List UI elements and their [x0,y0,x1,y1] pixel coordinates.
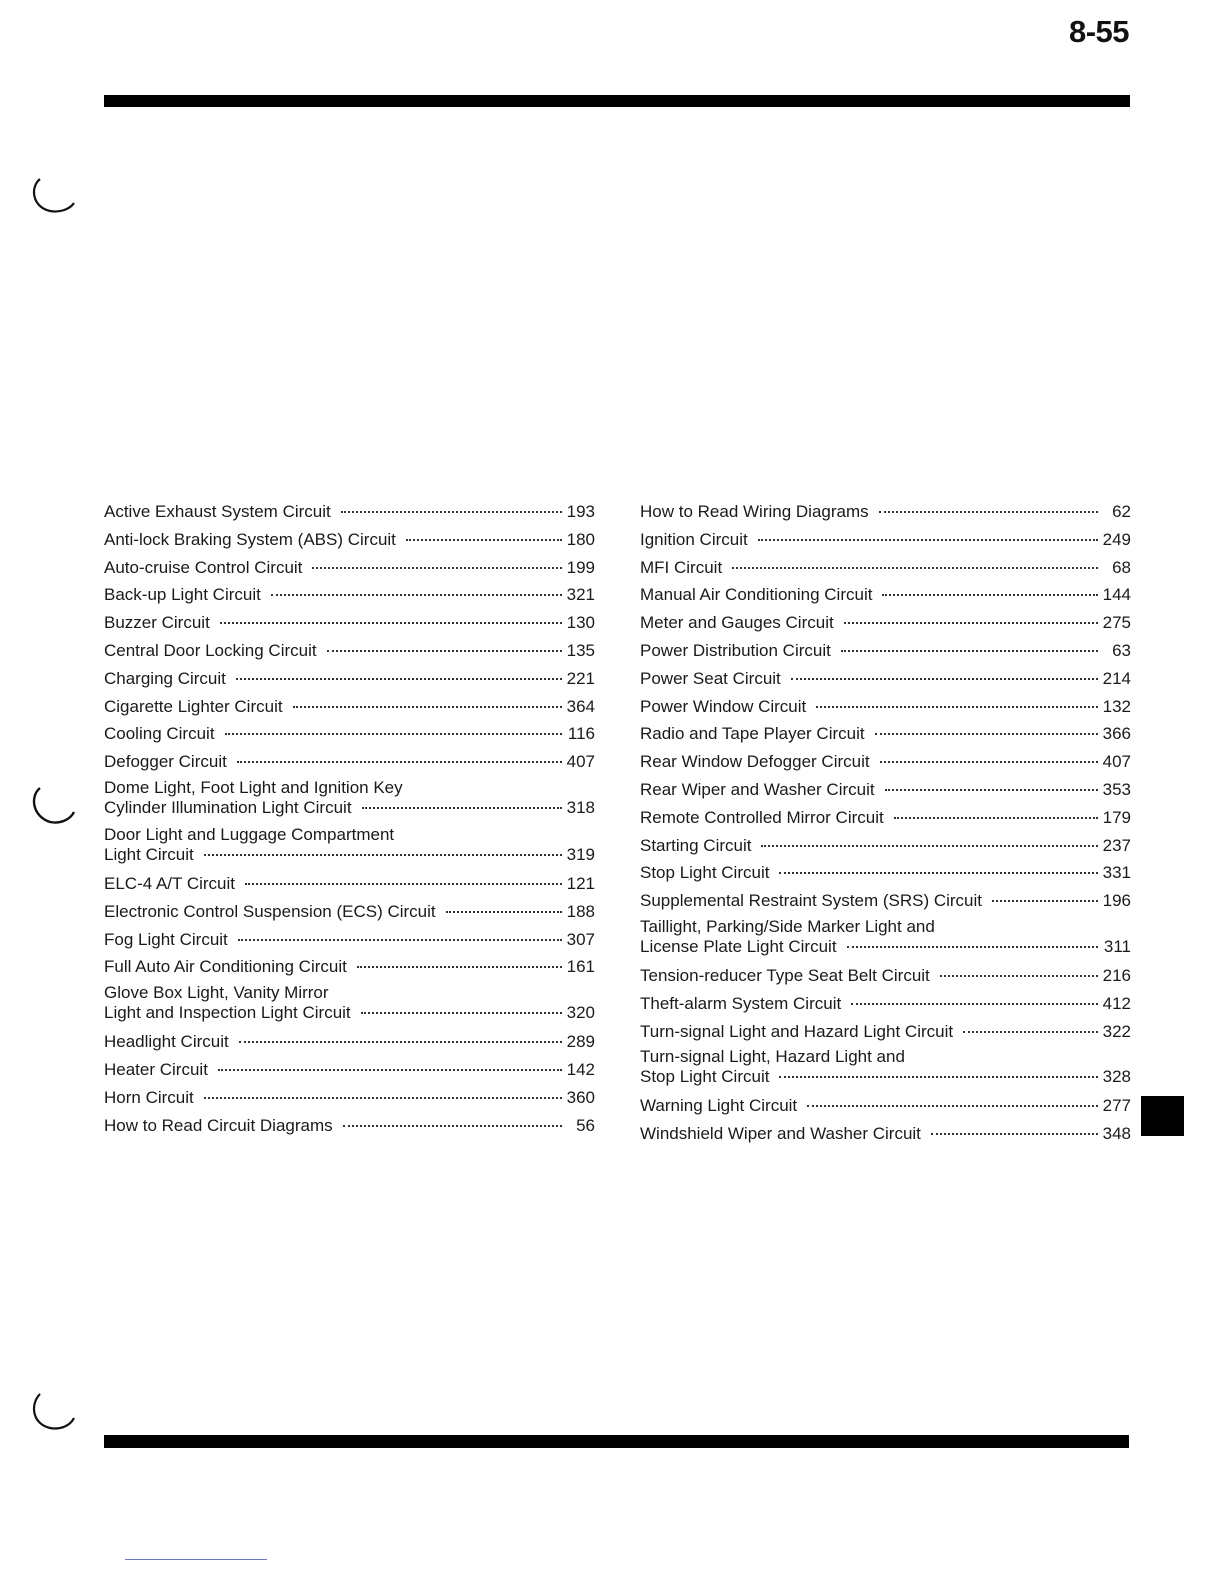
index-entry-title: Cylinder Illumination Light Circuit [104,797,352,817]
index-entry [104,639,595,667]
top-rule [104,95,1130,107]
index-entry [640,861,1131,889]
dot-leader [406,539,562,541]
index-entry [640,667,1131,695]
index-entry-title: How to Read Circuit Diagrams [104,1115,333,1135]
index-entry-page: 321 [566,585,595,605]
index-entry [640,1094,1131,1122]
index-entry-title: Heater Circuit [104,1059,208,1079]
page-number: 8-55 [1068,14,1129,49]
index-entry [104,872,595,900]
dot-leader [204,1097,562,1099]
index-entry-title: Warning Light Circuit [640,1096,798,1116]
index-entry-page: 275 [1102,613,1131,633]
index-entry-title: Charging Circuit [104,668,226,688]
index-entry-title: Radio and Tape Player Circuit [640,724,865,744]
index-entry [104,825,595,872]
index-entry [104,583,595,611]
index-entry-page: 311 [1103,936,1131,956]
index-entry-page: 121 [566,873,595,893]
index-entry-page: 412 [1102,993,1131,1013]
index-column-right [640,500,1131,1150]
index-entry [104,1114,595,1142]
index-entry-page: 62 [1112,502,1131,521]
index-entry-page: 188 [566,901,595,921]
index-entry [640,556,1131,584]
index-entry [640,611,1131,639]
dot-leader [446,911,562,913]
index-entry-title: Defogger Circuit [104,752,227,772]
dot-leader [761,845,1097,847]
index-entry-page: 320 [566,1003,595,1023]
index-entry-page: 407 [1102,752,1131,772]
index-entry-page: 63 [1112,640,1131,660]
index-entry [104,528,595,556]
index-entry [104,983,595,1030]
dot-leader [220,622,562,624]
index-entry [640,806,1131,834]
index-entry [640,964,1131,992]
index-entry-title: Cigarette Lighter Circuit [104,696,283,716]
index-entry-page: 144 [1102,585,1131,605]
index-entry-title: Theft-alarm System Circuit [640,993,842,1013]
index-entry-page: 277 [1102,1096,1131,1116]
index-entry [640,639,1131,667]
index-entry-title: Back-up Light Circuit [104,585,261,605]
dot-leader [245,883,562,885]
index-entry-title: Meter and Gauges Circuit [640,613,834,633]
binder-hole-mark-middle [30,784,76,824]
dot-leader [239,1041,562,1043]
index-entry-page: 328 [1102,1067,1131,1087]
index-entry-title: Power Window Circuit [640,696,807,716]
index-entry [104,500,595,528]
index-entry [640,500,1131,528]
index-entry-page: 56 [576,1115,595,1135]
dot-leader [807,1105,1097,1107]
index-entry-page: 216 [1102,965,1131,985]
index-entry [104,928,595,956]
index-entry [640,992,1131,1020]
index-entry-page: 237 [1102,835,1131,855]
index-entry [640,695,1131,723]
index-entry-title: License Plate Light Circuit [640,936,837,956]
dot-leader [343,1125,562,1127]
index-entry [640,528,1131,556]
index-entry-page: 135 [566,640,595,660]
dot-leader [875,733,1098,735]
index-entry-title: Electronic Control Suspension (ECS) Circuit [104,901,436,921]
dot-leader [963,1031,1098,1033]
index-entry-title: Light Circuit [104,844,194,864]
dot-leader [361,1012,562,1014]
index-entry-page: 179 [1102,807,1131,827]
index-entry-title: Windshield Wiper and Washer Circuit [640,1124,921,1144]
index-entry-title: Supplemental Restraint System (SRS) Circuit [640,891,983,911]
dot-leader [885,789,1098,791]
index-entry [640,722,1131,750]
dot-leader [341,511,562,513]
index-entry-title: Tension-reducer Type Seat Belt Circuit [640,965,930,985]
index-entry-page: 360 [566,1087,595,1107]
dot-leader [992,900,1098,902]
index-entry-page: 307 [566,929,595,949]
index-entry-title: Stop Light Circuit [640,1067,770,1087]
dot-leader [882,594,1097,596]
index-entry [640,917,1131,964]
dot-leader [218,1069,562,1071]
index-entry-title: Fog Light Circuit [104,929,228,949]
section-thumb-tab [1141,1096,1184,1136]
index-entry-page: 199 [566,557,595,577]
dot-leader [357,966,562,968]
index-entry-page: 353 [1102,779,1131,799]
index-entry [640,1122,1131,1150]
index-entry-title: Remote Controlled Mirror Circuit [640,807,884,827]
index-entry [104,556,595,584]
dot-leader [238,939,562,941]
dot-leader [779,872,1097,874]
index-entry [640,778,1131,806]
index-entry-title: Anti-lock Braking System (ABS) Circuit [104,529,396,549]
index-entry [104,778,595,825]
dot-leader [844,622,1098,624]
dot-leader [312,567,561,569]
dot-leader [894,817,1098,819]
dot-leader [880,761,1098,763]
index-entry-title: Light and Inspection Light Circuit [104,1003,351,1023]
index-entry-title: Headlight Circuit [104,1032,229,1052]
binder-hole-mark-top [30,175,76,215]
dot-leader [847,946,1098,948]
index-entry-page: 249 [1102,529,1131,549]
dot-leader [236,678,562,680]
index-entry-title-line1: Dome Light, Foot Light and Ignition Key [104,777,403,797]
index-entry-title: Power Seat Circuit [640,668,781,688]
index-entry-title: Buzzer Circuit [104,613,210,633]
index-entry-page: 318 [566,797,595,817]
index-entry-title: ELC-4 A/T Circuit [104,873,236,893]
index-entry [104,750,595,778]
index-entry-page: 132 [1102,696,1131,716]
index-entry-title: Central Door Locking Circuit [104,640,317,660]
index-entry [104,1030,595,1058]
index-entry-page: 319 [566,844,595,864]
bottom-rule [104,1435,1129,1448]
index-entry [104,955,595,983]
index-entry-page: 193 [566,502,595,521]
index-entry [640,1020,1131,1048]
dot-leader [732,567,1098,569]
index-entry [640,889,1131,917]
index-entry-title: Cooling Circuit [104,724,215,744]
index-entry-page: 116 [567,724,595,744]
index-entry-title: Manual Air Conditioning Circuit [640,585,873,605]
index-entry-title: Stop Light Circuit [640,863,770,883]
index-entry-page: 180 [566,529,595,549]
index-entry [104,611,595,639]
dot-leader [362,807,562,809]
dot-leader [931,1133,1098,1135]
index-entry [104,900,595,928]
dot-leader [327,650,562,652]
dot-leader [293,706,562,708]
index-entry-title: Rear Window Defogger Circuit [640,752,870,772]
index-entry-title: MFI Circuit [640,557,723,577]
dot-leader [879,511,1098,513]
index-entry-page: 331 [1102,863,1131,883]
index-entry [640,583,1131,611]
index-entry-title: Ignition Circuit [640,529,748,549]
index-entry [104,1086,595,1114]
index-entry-page: 322 [1102,1021,1131,1041]
dot-leader [779,1076,1097,1078]
dot-leader [791,678,1098,680]
index-entry-title: Turn-signal Light and Hazard Light Circuit [640,1021,954,1041]
index-entry-title: Rear Wiper and Washer Circuit [640,779,875,799]
index-entry-page: 68 [1112,557,1131,577]
dot-leader [940,975,1098,977]
index-entry-page: 161 [566,957,595,977]
index-entry-page: 130 [566,613,595,633]
index-entry-page: 366 [1102,724,1131,744]
index-entry-page: 221 [566,668,595,688]
index-entry-title-line1: Glove Box Light, Vanity Mirror [104,983,329,1003]
index-entry-title: Power Distribution Circuit [640,640,831,660]
footer-underline [125,1559,267,1560]
index-entry [104,667,595,695]
index-entry-title: How to Read Wiring Diagrams [640,502,869,521]
dot-leader [758,539,1098,541]
index-entry-page: 196 [1102,891,1131,911]
index-entry-page: 364 [566,696,595,716]
index-entry-title: Full Auto Air Conditioning Circuit [104,957,347,977]
index-entry [640,750,1131,778]
index-entry-page: 214 [1102,668,1131,688]
dot-leader [204,854,562,856]
dot-leader [841,650,1098,652]
index-entry-title: Horn Circuit [104,1087,194,1107]
index-entry [104,722,595,750]
index-entry-title: Active Exhaust System Circuit [104,502,331,521]
index-entry-title-line1: Turn-signal Light, Hazard Light and [640,1047,905,1067]
index-entry-title: Starting Circuit [640,835,752,855]
index-column-left [104,500,595,1141]
index-entry-page: 142 [566,1059,595,1079]
index-entry-title-line1: Door Light and Luggage Compartment [104,824,395,844]
index-entry-page: 407 [566,752,595,772]
index-entry [104,695,595,723]
dot-leader [851,1003,1097,1005]
index-entry-title: Auto-cruise Control Circuit [104,557,303,577]
dot-leader [237,761,562,763]
index-entry [640,834,1131,862]
index-entry-title-line1: Taillight, Parking/Side Marker Light and [640,916,935,936]
index-entry [640,1047,1131,1094]
index-entry-page: 289 [566,1032,595,1052]
binder-hole-mark-bottom [30,1392,76,1432]
index-entry [104,1058,595,1086]
dot-leader [816,706,1097,708]
dot-leader [225,733,562,735]
index-entry-page: 348 [1102,1124,1131,1144]
dot-leader [271,594,562,596]
